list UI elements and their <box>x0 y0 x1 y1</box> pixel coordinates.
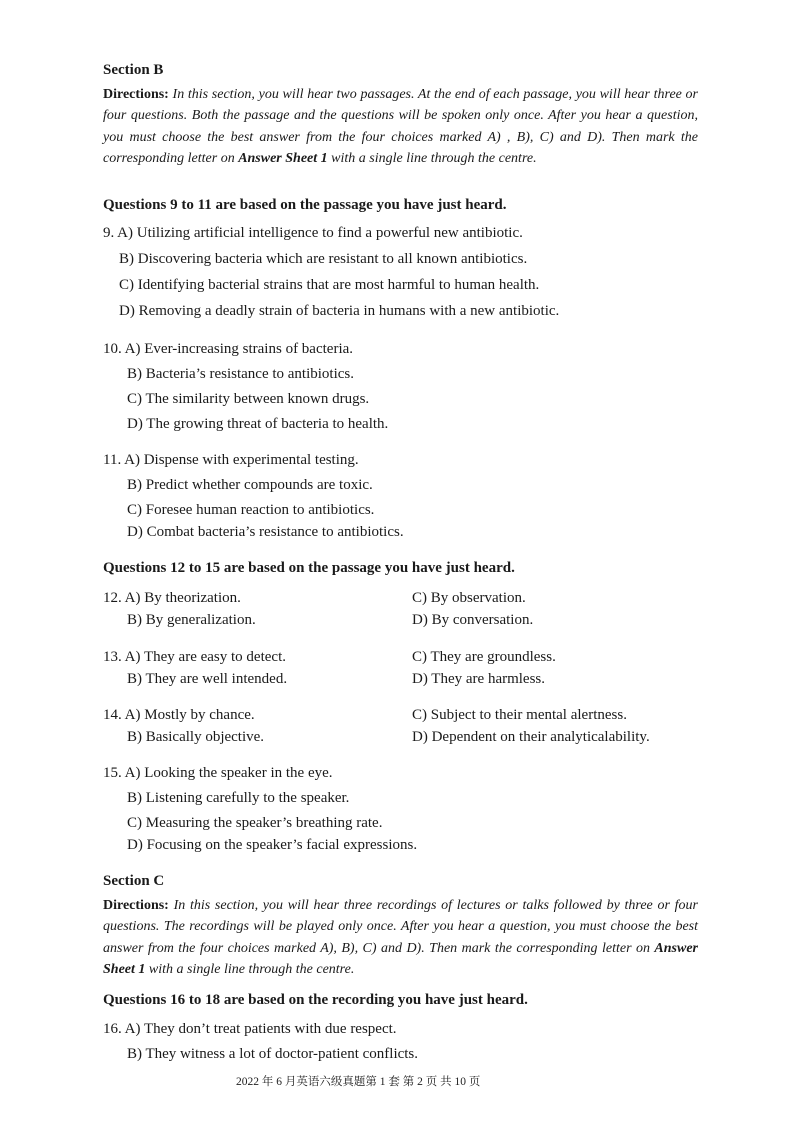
directions-text: In this section, you will hear three recordings of lectures or talks followed by three or four questions. The recordings will be played only once. After you hear a question, you must choose the best answer from the four choices marked A), B), C) and D). Then mark the corresponding letter on <box>103 898 699 956</box>
q15-option-d: D) Focusing on the speaker’s facial expressions. <box>127 837 418 853</box>
q13-option-b: B) They are well intended. <box>127 671 288 687</box>
question-group-heading-12-15: Questions 12 to 15 are based on the passage you have just heard. <box>103 560 515 576</box>
q14-option-a: 14. A) Mostly by chance. <box>103 707 255 723</box>
question-group-heading-16-18: Questions 16 to 18 are based on the recording you have just heard. <box>103 992 528 1008</box>
directions-text: In this section, you will hear two passages. At the end of each passage, you will hear three or four questions. Both the passage and the questions will be spoken only once. After you hear a question, you must choose the best answer from the four choices marked A) , B), C) and D). Then mark the corresponding letter on <box>103 87 698 166</box>
q12-option-d: D) By conversation. <box>412 612 534 628</box>
q10-option-a: 10. A) Ever-increasing strains of bacteria. <box>103 341 354 357</box>
q10-option-d: D) The growing threat of bacteria to health. <box>127 416 389 432</box>
q12-option-b: B) By generalization. <box>127 612 256 628</box>
q11-option-b: B) Predict whether compounds are toxic. <box>127 477 373 493</box>
section-c-title: Section C <box>103 873 165 889</box>
directions-label: Directions: <box>103 87 169 102</box>
q14-option-c: C) Subject to their mental alertness. <box>412 707 627 723</box>
answer-sheet-ref: Answer Sheet 1 <box>103 940 698 977</box>
q13-option-a: 13. A) They are easy to detect. <box>103 649 286 665</box>
q13-option-d: D) They are harmless. <box>412 671 546 687</box>
q12-option-c: C) By observation. <box>412 590 526 606</box>
directions-text-end: with a single line through the centre. <box>327 150 537 166</box>
q9-option-a: 9. A) Utilizing artificial intelligence to find a powerful new antibiotic. <box>103 225 523 241</box>
q9-option-b: B) Discovering bacteria which are resistant to all known antibiotics. <box>119 251 528 267</box>
q9-option-d: D) Removing a deadly strain of bacteria in humans with a new antibiotic. <box>119 303 560 319</box>
q11-option-d: D) Combat bacteria’s resistance to antibiotics. <box>127 524 404 540</box>
q11-option-a: 11. A) Dispense with experimental testing. <box>103 452 359 468</box>
q16-option-b: B) They witness a lot of doctor-patient conflicts. <box>127 1046 419 1062</box>
section-b-title: Section B <box>103 62 164 78</box>
q9-option-c: C) Identifying bacterial strains that are most harmful to human health. <box>119 277 540 293</box>
q15-option-c: C) Measuring the speaker’s breathing rate. <box>127 815 383 831</box>
answer-sheet-ref: Answer Sheet 1 <box>238 150 328 166</box>
page-footer: 2022 年 6 月英语六级真题第 1 套 第 2 页 共 10 页 <box>236 1076 481 1088</box>
q16-option-a: 16. A) They don’t treat patients with due respect. <box>103 1021 397 1037</box>
q10-option-b: B) Bacteria’s resistance to antibiotics. <box>127 366 355 382</box>
q14-option-d: D) Dependent on their analyticalability. <box>412 729 650 745</box>
q12-option-a: 12. A) By theorization. <box>103 590 241 606</box>
q11-option-c: C) Foresee human reaction to antibiotics. <box>127 502 375 518</box>
q10-option-c: C) The similarity between known drugs. <box>127 391 370 407</box>
question-group-heading-9-11: Questions 9 to 11 are based on the passage you have just heard. <box>103 197 507 213</box>
section-b-directions <box>103 84 698 169</box>
directions-label: Directions: <box>103 898 169 913</box>
q15-option-b: B) Listening carefully to the speaker. <box>127 790 350 806</box>
section-c-directions <box>103 895 698 980</box>
q14-option-b: B) Basically objective. <box>127 729 265 745</box>
q15-option-a: 15. A) Looking the speaker in the eye. <box>103 765 333 781</box>
q13-option-c: C) They are groundless. <box>412 649 556 665</box>
directions-text-end: with a single line through the centre. <box>145 961 355 977</box>
